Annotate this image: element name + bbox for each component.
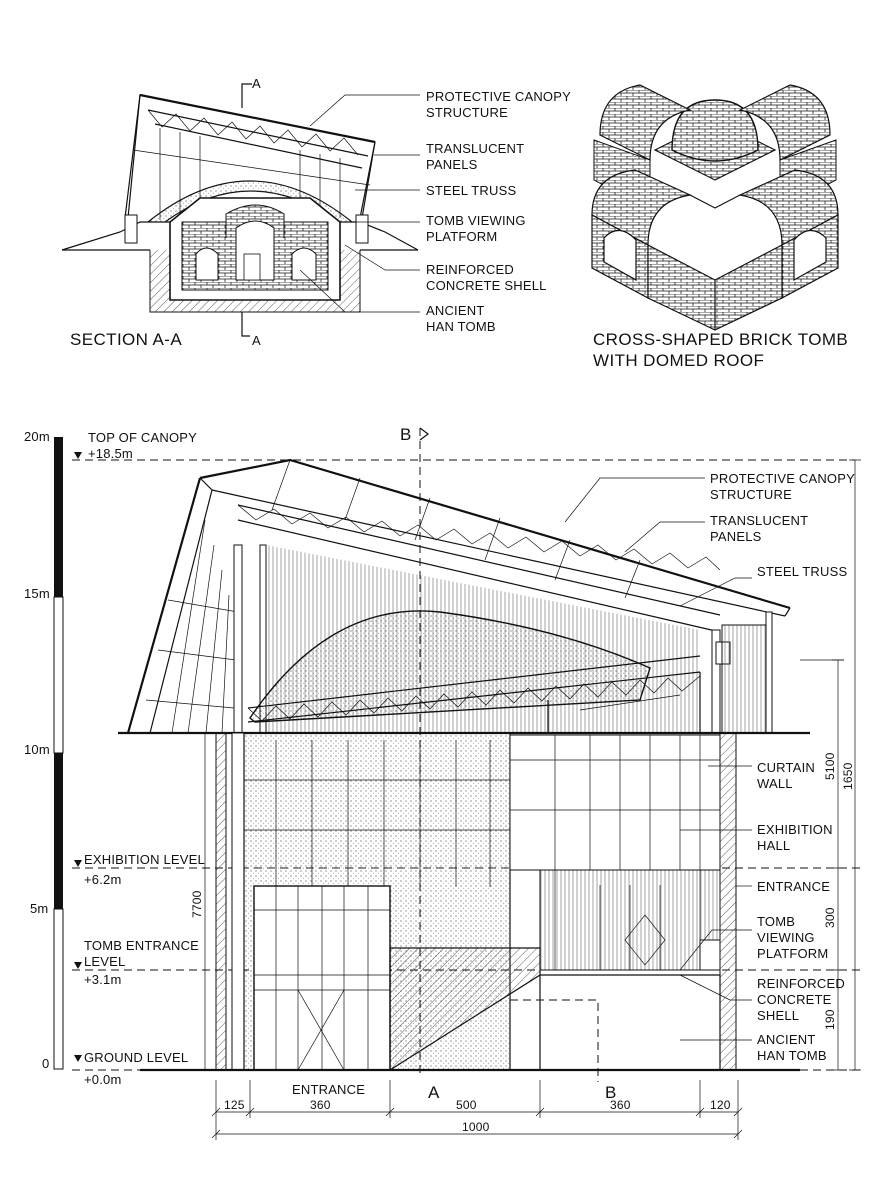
dim-right-300: 300 [823,907,837,928]
aa-label-tomb-1: ANCIENT [426,303,485,318]
bb-label-tomb-1: ANCIENT [757,1032,816,1047]
entrance-bottom-label: ENTRANCE [292,1082,366,1097]
level-ground-label: GROUND LEVEL [84,1050,189,1065]
scale-15m: 15m [24,586,50,601]
section-aa-cut-mark-bottom: A [252,333,261,348]
aa-label-panels-2: PANELS [426,157,478,172]
level-marker-top [74,452,82,459]
section-aa-cut-mark-top: A [252,76,261,91]
dim-h-360-left: 360 [310,1098,331,1112]
level-ground-value: +0.0m [84,1072,122,1087]
level-marker-exhibition [74,860,82,867]
brick-tomb-title-2: WITH DOMED ROOF [593,351,765,370]
level-tomb-label-2: LEVEL [84,954,126,969]
bb-label-exhibition-1: EXHIBITION [757,822,833,837]
scale-0: 0 [42,1056,50,1071]
dim-h-120: 120 [710,1098,731,1112]
dim-h-360-right: 360 [610,1098,631,1112]
dim-right-190: 190 [823,1009,837,1030]
bb-label-platform-3: PLATFORM [757,946,829,961]
aa-label-panels-1: TRANSLUCENT [426,141,525,156]
bb-label-panels-1: TRANSLUCENT [710,513,809,528]
bb-label-panels-2: PANELS [710,529,762,544]
bb-label-entrance: ENTRANCE [757,879,831,894]
cut-mark-a-bottom: A [428,1083,440,1102]
aa-label-canopy-2: STRUCTURE [426,105,508,120]
aa-label-platform-2: PLATFORM [426,229,498,244]
aa-label-truss: STEEL TRUSS [426,183,517,198]
level-tomb-value: +3.1m [84,972,122,987]
brick-tomb-title-1: CROSS-SHAPED BRICK TOMB [593,330,849,349]
level-marker-ground [74,1055,82,1062]
level-top-label: TOP OF CANOPY [88,430,198,445]
cut-mark-b-top: B [400,425,412,444]
level-exhibition-label: EXHIBITION LEVEL [84,852,205,867]
level-marker-tomb [74,962,82,969]
level-top-value: +18.5m [88,446,133,461]
bb-label-tomb-2: HAN TOMB [757,1048,827,1063]
bb-label-truss: STEEL TRUSS [757,564,848,579]
dim-left-7700: 7700 [190,890,204,918]
aa-label-canopy-1: PROTECTIVE CANOPY [426,89,571,104]
cut-arrow-b [420,428,428,440]
section-bb-drawing [118,460,810,1070]
bb-label-curtain-2: WALL [757,776,793,791]
aa-label-tomb-2: HAN TOMB [426,319,496,334]
aa-label-shell-1: REINFORCED [426,262,514,277]
bb-label-shell-3: SHELL [757,1008,800,1023]
bb-label-platform-1: TOMB [757,914,796,929]
dim-h-125: 125 [224,1098,245,1112]
dim-total-1650: 1650 [841,762,855,790]
aa-label-shell-2: CONCRETE SHELL [426,278,547,293]
bb-label-platform-2: VIEWING [757,930,815,945]
cut-mark-b-bottom: B [605,1083,617,1102]
section-aa-drawing [62,84,420,336]
dim-right-5100: 5100 [823,752,837,780]
scale-10m: 10m [24,742,50,757]
scale-20m: 20m [24,429,50,444]
bb-label-canopy-1: PROTECTIVE CANOPY [710,471,855,486]
dim-h-total-1000: 1000 [462,1120,490,1134]
brick-tomb-illustration [592,85,838,330]
bb-label-shell-1: REINFORCED [757,976,845,991]
bb-label-shell-2: CONCRETE [757,992,832,1007]
bb-label-curtain-1: CURTAIN [757,760,815,775]
scale-5m: 5m [30,901,49,916]
level-tomb-label-1: TOMB ENTRANCE [84,938,200,953]
level-exhibition-value: +6.2m [84,872,122,887]
section-aa-title: SECTION A-A [70,330,183,349]
scale-bar [54,437,63,1069]
dim-h-500: 500 [456,1098,477,1112]
bb-label-canopy-2: STRUCTURE [710,487,792,502]
aa-label-platform-1: TOMB VIEWING [426,213,526,228]
bb-label-exhibition-2: HALL [757,838,791,853]
